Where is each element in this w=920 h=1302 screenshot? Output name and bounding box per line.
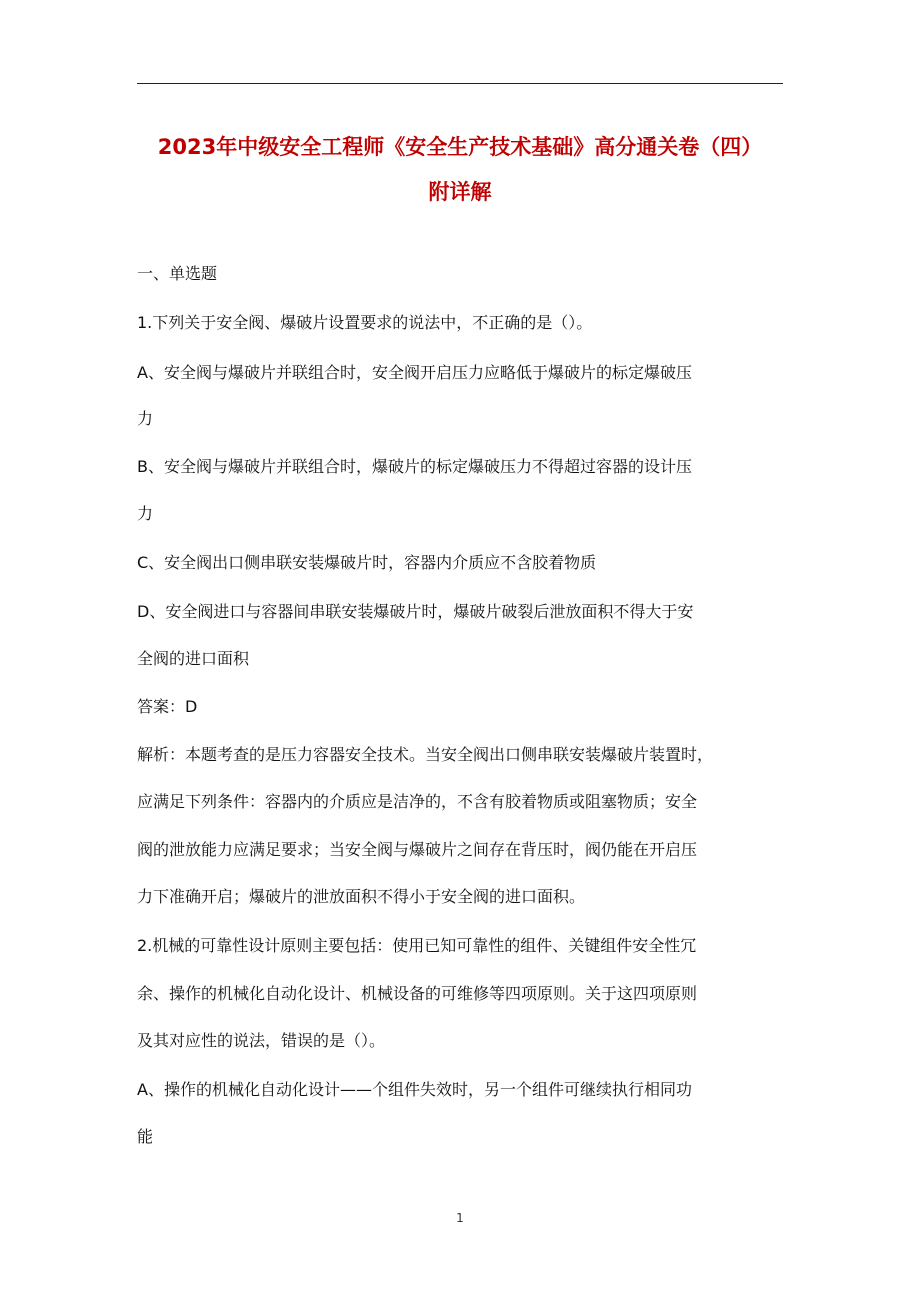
question-2-option-a-continued: 能: [137, 1127, 154, 1146]
question-1-option-d-continued: 全阀的进口面积: [137, 649, 250, 668]
header-rule: [137, 83, 783, 84]
question-1-option-b: B、安全阀与爆破片并联组合时，爆破片的标定爆破压力不得超过容器的设计压: [137, 457, 692, 476]
page-number: 1: [456, 1211, 464, 1225]
question-1-analysis-line-1: 解析：本题考查的是压力容器安全技术。当安全阀出口侧串联安装爆破片装置时，: [137, 745, 714, 764]
question-2-stem-line-1: 2.机械的可靠性设计原则主要包括：使用已知可靠性的组件、关键组件安全性冗: [137, 936, 697, 955]
question-1-option-a: A、安全阀与爆破片并联组合时，安全阀开启压力应略低于爆破片的标定爆破压: [137, 363, 692, 382]
question-1-option-d: D、安全阀进口与容器间串联安装爆破片时，爆破片破裂后泄放面积不得大于安: [137, 602, 694, 621]
question-1-option-c: C、安全阀出口侧串联安装爆破片时，容器内介质应不含胶着物质: [137, 553, 597, 572]
question-1-analysis-line-4: 力下准确开启；爆破片的泄放面积不得小于安全阀的进口面积。: [137, 887, 586, 906]
question-2-option-a: A、操作的机械化自动化设计——个组件失效时，另一个组件可继续执行相同功: [137, 1080, 692, 1099]
document-title-line-2: 附详解: [428, 180, 492, 204]
question-1-analysis-line-2: 应满足下列条件：容器内的介质应是洁净的，不含有胶着物质或阻塞物质；安全: [137, 792, 698, 811]
question-1-option-a-continued: 力: [137, 409, 154, 428]
question-1-stem: 1.下列关于安全阀、爆破片设置要求的说法中，不正确的是（）。: [137, 313, 593, 332]
question-1-option-b-continued: 力: [137, 504, 154, 523]
section-heading: 一、单选题: [137, 264, 218, 283]
question-1-answer: 答案：D: [137, 697, 198, 716]
question-2-stem-line-3: 及其对应性的说法，错误的是（）。: [137, 1031, 386, 1050]
document-title-line-1: 2023年中级安全工程师《安全生产技术基础》高分通关卷（四）: [157, 135, 763, 159]
question-2-stem-line-2: 余、操作的机械化自动化设计、机械设备的可维修等四项原则。关于这四项原则: [137, 984, 698, 1003]
question-1-analysis-line-3: 阀的泄放能力应满足要求；当安全阀与爆破片之间存在背压时，阀仍能在开启压: [137, 840, 698, 859]
